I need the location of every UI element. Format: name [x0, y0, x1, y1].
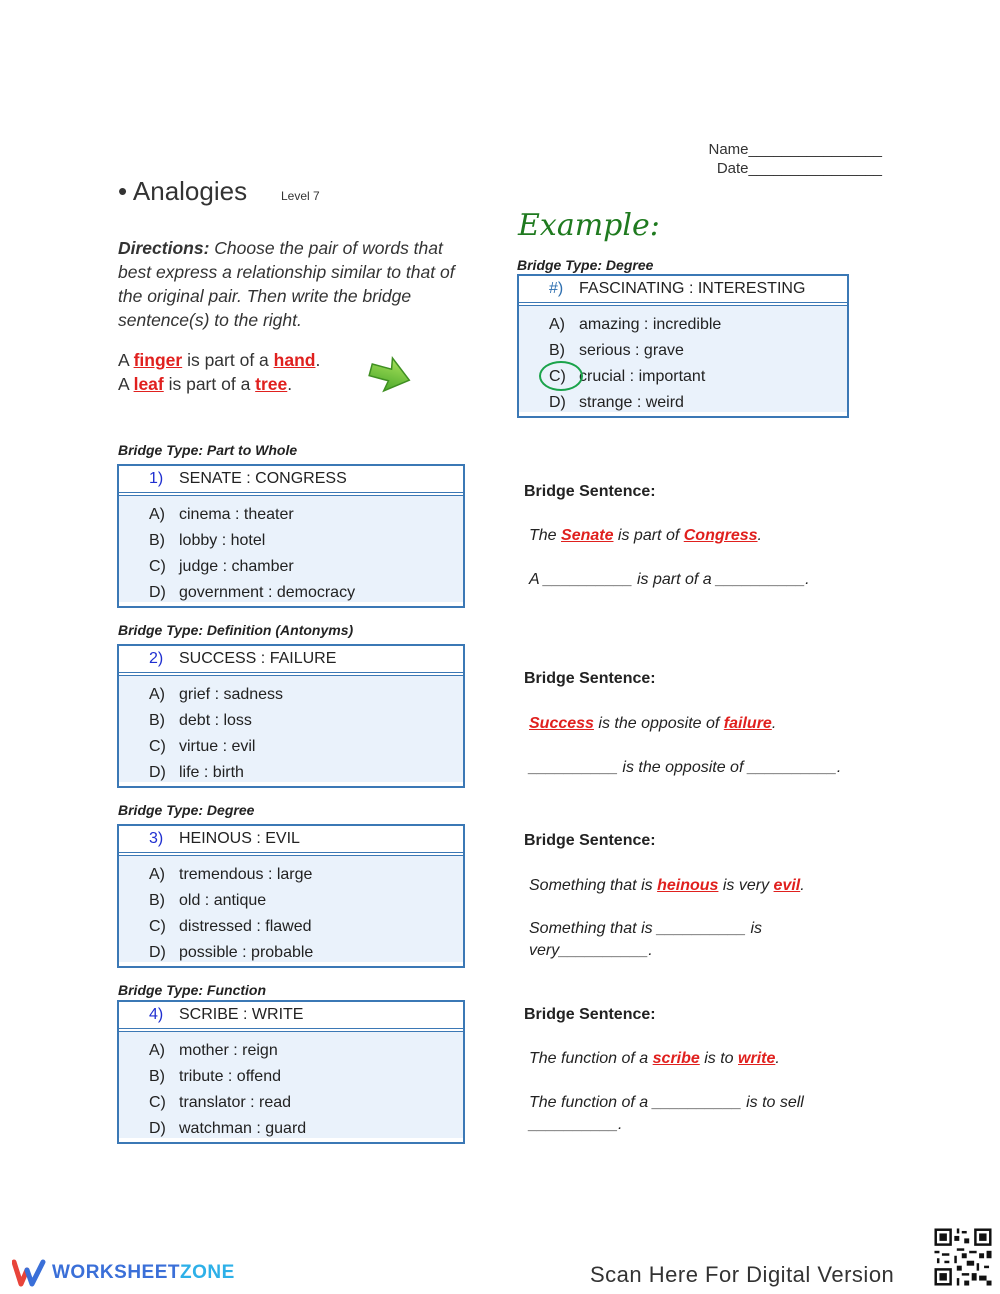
- logo-text: WORKSHEETZONE: [52, 1262, 235, 1283]
- qr-code-icon[interactable]: [932, 1226, 994, 1288]
- example-option-a: A) amazing : incredible: [549, 316, 722, 333]
- q3-option-d[interactable]: D) possible : probable: [149, 944, 314, 961]
- intro-word-hand: hand: [273, 350, 316, 370]
- q1-box: [117, 464, 465, 608]
- q3-option-c[interactable]: C) distressed : flawed: [149, 918, 312, 935]
- q4-options: [119, 1032, 463, 1138]
- q1-option-b[interactable]: B) lobby : hotel: [149, 532, 266, 549]
- green-arrow-icon: [368, 355, 412, 395]
- q3-bridge-sentence-blank[interactable]: Something that is __________ is very__________.: [529, 920, 763, 959]
- q3-options: [119, 856, 463, 962]
- q1-bridge-sentence-example: The Senate is part of Congress.: [529, 527, 762, 544]
- q3-bridge-type: Bridge Type: Degree: [118, 802, 255, 818]
- scan-label: Scan Here For Digital Version: [590, 1262, 895, 1287]
- q3-option-a[interactable]: A) tremendous : large: [149, 866, 313, 883]
- example-question-box: [517, 274, 849, 418]
- directions-label: Directions:: [118, 238, 210, 258]
- example-question-stem: #) FASCINATING : INTERESTING: [519, 276, 847, 306]
- q4-bridge-title: Bridge Sentence:: [524, 1006, 656, 1023]
- q2-option-d[interactable]: D) life : birth: [149, 764, 244, 781]
- answer-circle-icon: [539, 361, 583, 391]
- q4-option-c[interactable]: C) translator : read: [149, 1094, 292, 1111]
- intro-word-leaf: leaf: [133, 374, 164, 394]
- q1-options: [119, 496, 463, 602]
- q2-option-c[interactable]: C) virtue : evil: [149, 738, 256, 755]
- q4-bridge-sentence-example: The function of a scribe is to write.: [529, 1050, 780, 1067]
- intro-example-line-2: A leaf is part of a tree.: [118, 374, 293, 394]
- q2-bridge-title: Bridge Sentence:: [524, 670, 656, 687]
- q1-option-a[interactable]: A) cinema : theater: [149, 506, 294, 523]
- q4-box: [117, 1000, 465, 1144]
- q2-bridge-sentence-blank[interactable]: __________ is the opposite of __________.: [529, 759, 842, 776]
- example-option-c: C) crucial : important: [549, 368, 706, 385]
- example-heading: Example:: [518, 208, 660, 243]
- page-title: • Analogies: [118, 176, 248, 206]
- q2-bridge-sentence-example: Success is the opposite of failure.: [529, 715, 777, 732]
- example-option-d: D) strange : weird: [549, 394, 684, 411]
- q2-option-b[interactable]: B) debt : loss: [149, 712, 252, 729]
- directions-text: Choose the pair of words that best express a relationship similar to that of the original pair. Then write the bridge sentence(s) to the right.: [118, 238, 455, 330]
- q4-bridge-type: Bridge Type: Function: [118, 982, 267, 998]
- intro-word-tree: tree: [255, 374, 288, 394]
- q3-box: [117, 824, 465, 968]
- q2-box: [117, 644, 465, 788]
- q3-stem: 3) HEINOUS : EVIL: [119, 826, 463, 856]
- name-field: Name________________: [708, 141, 882, 158]
- q1-bridge-sentence-blank[interactable]: A __________ is part of a __________.: [529, 571, 810, 588]
- q4-option-d[interactable]: D) watchman : guard: [149, 1120, 307, 1137]
- level-label: Level 7: [281, 189, 320, 203]
- date-field: Date________________: [716, 160, 882, 177]
- directions: [118, 236, 468, 332]
- q4-bridge-sentence-blank[interactable]: The function of a __________ is to sell __________.: [529, 1094, 804, 1133]
- q4-option-a[interactable]: A) mother : reign: [149, 1042, 278, 1059]
- q2-options: [119, 676, 463, 782]
- q1-option-d[interactable]: D) government : democracy: [149, 584, 356, 601]
- example-bridge-type: Bridge Type: Degree: [517, 257, 654, 273]
- q2-bridge-type: Bridge Type: Definition (Antonyms): [118, 622, 354, 638]
- example-option-b: B) serious : grave: [549, 342, 684, 359]
- q2-option-a[interactable]: A) grief : sadness: [149, 686, 284, 703]
- q1-stem: 1) SENATE : CONGRESS: [119, 466, 463, 496]
- intro-example-line-1: A finger is part of a hand.: [118, 350, 321, 370]
- q3-bridge-sentence-example: Something that is heinous is very evil.: [529, 877, 805, 894]
- worksheet-zone-logo[interactable]: [12, 1258, 235, 1288]
- example-options: [519, 306, 847, 412]
- logo-w-icon: [12, 1258, 46, 1288]
- q4-option-b[interactable]: B) tribute : offend: [149, 1068, 281, 1085]
- q1-bridge-type: Bridge Type: Part to Whole: [118, 442, 298, 458]
- q4-stem: 4) SCRIBE : WRITE: [119, 1002, 463, 1032]
- q3-option-b[interactable]: B) old : antique: [149, 892, 267, 909]
- q3-bridge-title: Bridge Sentence:: [524, 832, 656, 849]
- q1-option-c[interactable]: C) judge : chamber: [149, 558, 294, 575]
- q2-stem: 2) SUCCESS : FAILURE: [119, 646, 463, 676]
- q1-bridge-title: Bridge Sentence:: [524, 483, 656, 500]
- intro-word-finger: finger: [133, 350, 183, 370]
